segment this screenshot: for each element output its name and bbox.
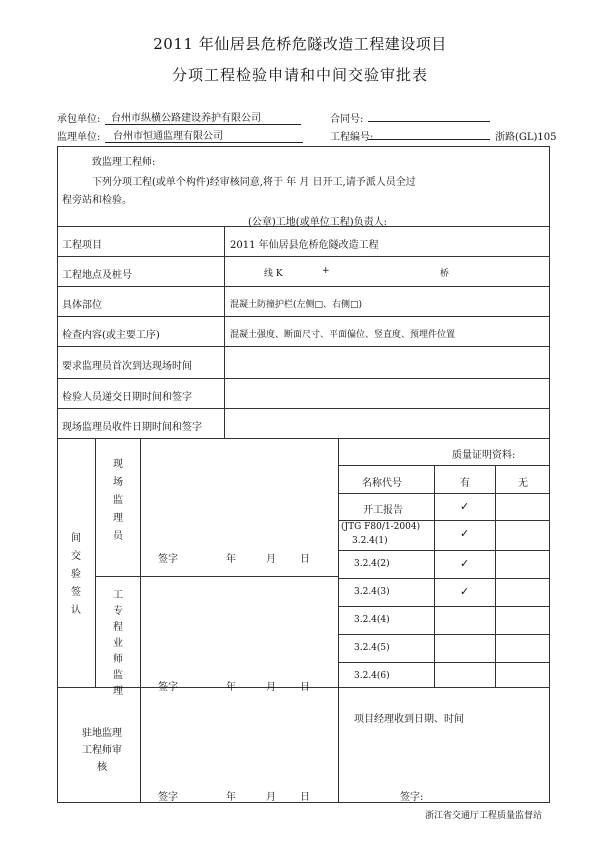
quality-item-name: (JTG F80/1-2004) [341, 522, 421, 532]
row-value-bridge: 桥 [440, 269, 450, 279]
contractor-label: 承包单位: [57, 114, 101, 125]
quality-item-name-2: 3.2.4(1) [352, 536, 388, 546]
day-label: 日 [300, 792, 310, 803]
quality-item-name: 3.2.4(6) [354, 671, 390, 681]
day-label: 日 [300, 554, 310, 565]
quality-item-name: 3.2.4(2) [354, 559, 390, 569]
month-label: 月 [266, 682, 276, 693]
row-label: 工程项目 [62, 240, 102, 251]
year-label: 年 [226, 554, 236, 565]
quality-item-name: 开工报告 [363, 505, 403, 516]
row-label: 具体部位 [62, 300, 102, 311]
month-label: 月 [266, 792, 276, 803]
row-label: 现场监理员收件日期时间和签字 [62, 422, 202, 433]
row-value-plus: + [322, 266, 330, 276]
site-supervisor-label: 现场监理员 [113, 459, 123, 542]
row-value: 混凝土防撞护栏(左侧□、右侧□) [230, 300, 363, 310]
row-label: 工程地点及桩号 [62, 270, 132, 281]
contract-no-label: 合同号: [330, 114, 364, 125]
col-yes-header: 有 [460, 478, 470, 489]
check-mark-icon: ✓ [460, 557, 470, 570]
row-label: 检查内容(或主要工序) [62, 330, 160, 341]
sign-label: 签字 [158, 554, 178, 565]
resident-label: 驻地监理工程师审核 [82, 728, 122, 773]
pm-received-label: 项目经理收到日期、时间 [354, 714, 464, 725]
row-label: 要求监理员首次到达现场时间 [62, 361, 192, 372]
quality-item-name: 3.2.4(4) [354, 615, 390, 625]
row-value: 混凝土强度、断面尺寸、平面偏位、竖直度、预埋件位置 [230, 330, 456, 340]
row-value: 2011 年仙居县危桥危隧改造工程 [230, 240, 379, 251]
row-label: 检验人员递交日期时间和签字 [62, 392, 192, 403]
quality-item-name: 3.2.4(5) [354, 643, 390, 653]
request-salutation: 致监理工程师: [92, 157, 156, 168]
title-line1: 2011 年仙居县危桥危隧改造工程建设项目 [153, 35, 447, 53]
check-mark-icon: ✓ [460, 527, 470, 540]
specialist-label: 工专程业师监理 [113, 590, 123, 697]
project-no-label: 工程编号: [330, 132, 374, 143]
pm-sign-label: 签字: [400, 792, 424, 803]
check-mark-icon: ✓ [460, 585, 470, 598]
project-no-value: 浙路(GL)105 [495, 132, 557, 143]
sign-label: 签字 [158, 792, 178, 803]
check-mark-icon: ✓ [460, 500, 470, 513]
col-no-header: 无 [518, 478, 528, 489]
month-label: 月 [266, 554, 276, 565]
quality-title: 质量证明资料: [452, 450, 516, 461]
footer-issuer: 浙江省交通厅工程质量监督站 [425, 811, 543, 821]
request-signature: (公章)工地(或单位工程)负责人: [248, 217, 387, 228]
title-line2: 分项工程检验申请和中间交验审批表 [171, 66, 428, 84]
request-body-line1: 下列分项工程(或单个构件)经审核同意,将于 年 月 日开工,请予派人员全过 [92, 177, 416, 188]
row-value-line: 线 K [264, 269, 283, 279]
year-label: 年 [226, 792, 236, 803]
day-label: 日 [300, 682, 310, 693]
project-no-field [368, 127, 490, 140]
contractor-value: 台州市纵横公路建设养护有限公司 [105, 109, 301, 125]
supervisor-label: 监理单位: [57, 132, 101, 143]
year-label: 年 [226, 682, 236, 693]
contract-no-field [368, 109, 490, 122]
group-label: 间交验签认 [71, 533, 81, 616]
request-body-line2: 程旁站和检验。 [62, 195, 132, 206]
quality-item-name: 3.2.4(3) [354, 587, 390, 597]
supervisor-value: 台州市恒通监理有限公司 [105, 127, 303, 143]
col-name-header: 名称代号 [362, 478, 402, 489]
sign-label: 签字 [158, 682, 178, 693]
